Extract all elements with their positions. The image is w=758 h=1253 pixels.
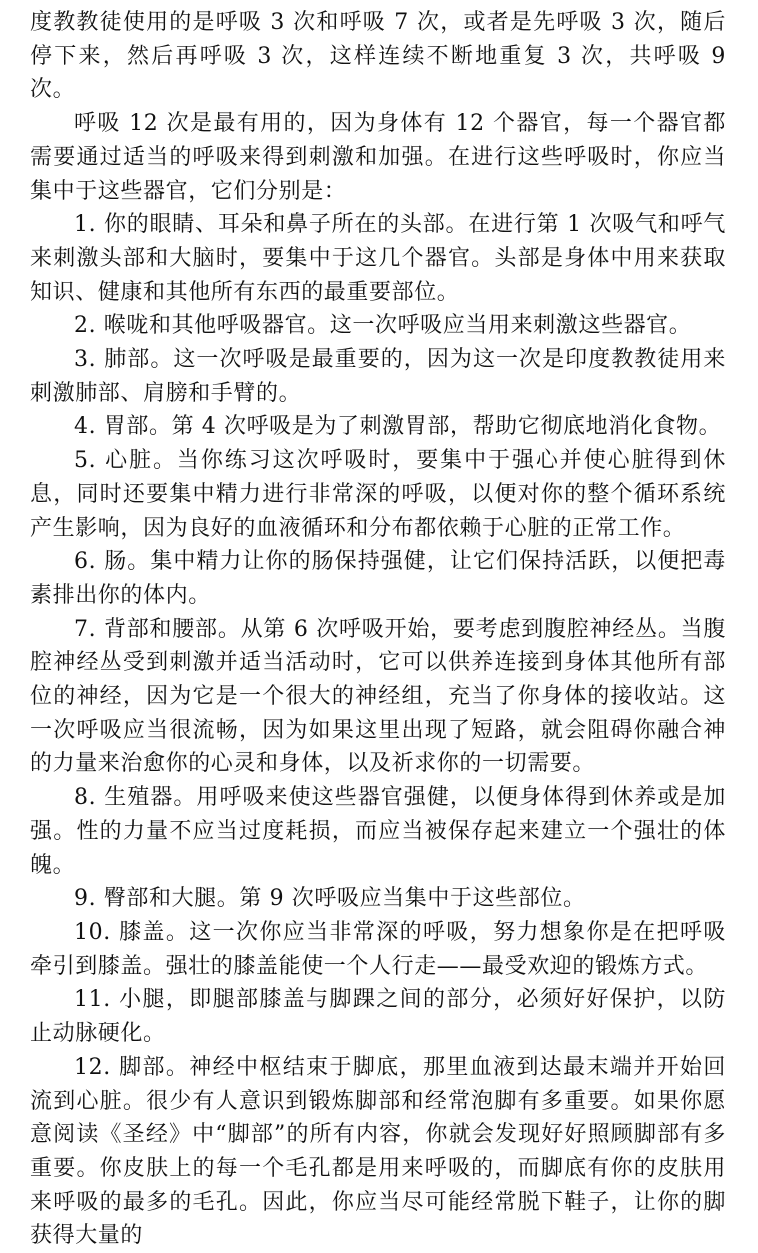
list-item-1-head: 1. 你的眼睛、耳朵和鼻子所在的头部。在进行第 1 次吸气和呼气来刺激头部和大脑时，要集中于这几个器官。头部是身体中用来获取知识、健康和其他所有东西的最重要部位。 bbox=[30, 212, 726, 305]
list-item-12-feet: 12. 脚部。神经中枢结束于脚底，那里血液到达最末端并开始回流到心脏。很少有人意识到锻炼脚部和经常泡脚有多重要。如果你愿意阅读《圣经》中“脚部”的所有内容，你就会发现好好照顾脚部有多重要。你皮肤上的每一个毛孔都是用来呼吸的，而脚底有你的皮肤用来呼吸的最多的毛孔。因此，你应当尽可能经常脱下鞋子，让你的脚获得大量的 bbox=[30, 1054, 726, 1249]
list-item-10-knees: 10. 膝盖。这一次你应当非常深的呼吸，努力想象你是在把呼吸牵引到膝盖。强壮的膝盖能使一个人行走——最受欢迎的锻炼方式。 bbox=[30, 919, 726, 979]
list-item-8-reproductive: 8. 生殖器。用呼吸来使这些器官强健，以便身体得到休养或是加强。性的力量不应当过度耗损，而应当被保存起来建立一个强壮的体魄。 bbox=[30, 785, 726, 878]
paragraph-intro: 呼吸 12 次是最有用的，因为身体有 12 个器官，每一个器官都需要通过适当的呼吸来得到刺激和加强。在进行这些呼吸时，你应当集中于这些器官，它们分别是： bbox=[30, 111, 726, 204]
list-item-7-back: 7. 背部和腰部。从第 6 次呼吸开始，要考虑到腹腔神经丛。当腹腔神经丛受到刺激并适当活动时，它可以供养连接到身体其他所有部位的神经，因为它是一个很大的神经组，充当了你身体的接收站。这一次呼吸应当很流畅，因为如果这里出现了短路，就会阻碍你融合神的力量来治愈你的心灵和身体，以及祈求你的一切需要。 bbox=[30, 616, 726, 777]
paragraph-continued: 度教教徒使用的是呼吸 3 次和呼吸 7 次，或者是先呼吸 3 次，随后停下来，然后再呼吸 3 次，这样连续不断地重复 3 次，共呼吸 9 次。 bbox=[30, 10, 726, 103]
list-item-11-calves: 11. 小腿，即腿部膝盖与脚踝之间的部分，必须好好保护，以防止动脉硬化。 bbox=[30, 987, 726, 1047]
list-item-3-lungs: 3. 肺部。这一次呼吸是最重要的，因为这一次是印度教教徒用来刺激肺部、肩膀和手臂的。 bbox=[30, 347, 726, 406]
list-item-6-intestines: 6. 肠。集中精力让你的肠保持强健，让它们保持活跃，以便把毒素排出你的体内。 bbox=[30, 549, 726, 608]
list-item-4-stomach: 4. 胃部。第 4 次呼吸是为了刺激胃部，帮助它彻底地消化食物。 bbox=[74, 414, 722, 440]
list-item-2-throat: 2. 喉咙和其他呼吸器官。这一次呼吸应当用来刺激这些器官。 bbox=[74, 313, 692, 339]
list-item-5-heart: 5. 心脏。当你练习这次呼吸时，要集中于强心并使心脏得到休息，同时还要集中精力进行非常深的呼吸，以便对你的整个循环系统产生影响，因为良好的血液循环和分布都依赖于心脏的正常工作。 bbox=[30, 448, 726, 541]
list-item-9-hips: 9. 臀部和大腿。第 9 次呼吸应当集中于这些部位。 bbox=[74, 886, 586, 912]
